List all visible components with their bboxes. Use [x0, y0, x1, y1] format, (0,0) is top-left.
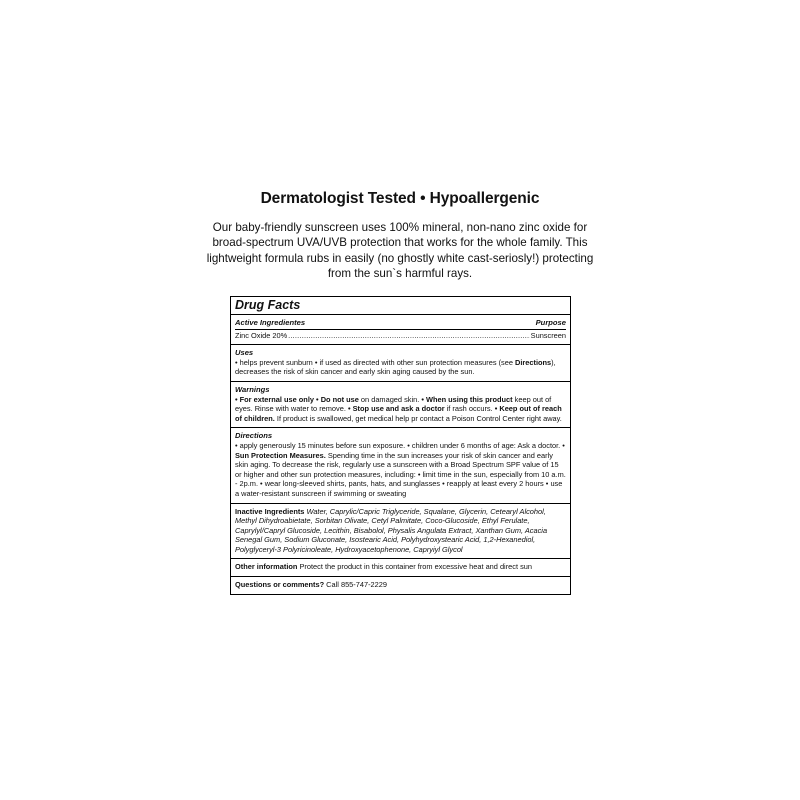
active-ingredients-heading: Active Ingredientes [235, 318, 306, 327]
warnings-text [235, 395, 566, 424]
active-ingredient: Zinc Oxide 20% [235, 330, 288, 340]
active-ingredients-section [231, 315, 570, 345]
directions-section [231, 428, 570, 503]
drug-facts-title: Drug Facts [231, 297, 570, 315]
directions-text-part: • apply generously 15 minutes before sun exposure. • children under 6 months of age: Ask a doctor. • [235, 440, 565, 450]
uses-bold-part: Directions [515, 357, 552, 367]
questions-phone: Call 855-747-2229 [324, 580, 387, 590]
warnings-text-part: if rash occurs. [444, 404, 495, 414]
warnings-bold-part: • When using this product [421, 394, 513, 404]
warnings-text-part: on damaged skin. [358, 394, 422, 404]
warnings-text-part: If product is swallowed, get medical help pr contact a Poison Control Center right away. [274, 413, 562, 423]
warnings-section [231, 382, 570, 428]
other-information-body: Protect the product in this container from excessive heat and direct sun [297, 562, 532, 572]
warnings-bold-part: • For external use only [235, 394, 314, 404]
uses-text-part: ), decreases the risk of skin cancer and early skin aging caused by the sun. [235, 357, 556, 377]
active-ingredient-row [235, 331, 566, 341]
warnings-bold-part: • Do not use [316, 394, 359, 404]
other-information-section [231, 559, 570, 577]
other-information-text [235, 562, 566, 572]
uses-text [235, 358, 566, 377]
active-purpose: Sunscreen [530, 330, 566, 340]
directions-text-part: Spending time in the sun increases your risk of skin cancer and early skin aging. To decrease the risk, regularly use a sunscreen with a Broad Spectrum SPF value of 15 or higher and other sun protection measures, including: • limit time in the sun, especially from 10 a.m. - 2p.m. • wear long-sleeved shirts, pants, hats, and sunglasses • reapply at least every 2 hours • use a water-resistant sunscreen if swimming or sweating [235, 450, 566, 498]
dot-leader [288, 331, 529, 341]
directions-bold-part: Sun Protection Measures. [235, 450, 326, 460]
questions-text [235, 580, 566, 590]
warnings-bold-part: • Keep out of reach of children. [235, 404, 562, 423]
intro-block [200, 190, 600, 281]
headline: Dermatologist Tested • Hypoallergenic [260, 190, 540, 207]
warnings-heading: Warnings [235, 384, 270, 394]
warnings-bold-part: • Stop use and ask a doctor [347, 404, 445, 414]
uses-text-part: • helps prevent sunburn • if used as directed with other sun protection measures (see [235, 357, 516, 367]
inactive-ingredients-text [235, 507, 566, 555]
warnings-text-part: keep out of eyes. Rinse with water to remove. [235, 394, 552, 414]
other-information-heading: Other information [235, 562, 298, 572]
product-description: Our baby-friendly sunscreen uses 100% mineral, non-nano zinc oxide for broad-spectrum UVA/UVB protection that works for the whole family. This lightweight formula rubs in easily (no ghostly white cast-seriosly!) protecting from the sun`s harmful rays. [206, 221, 594, 280]
inactive-ingredients-list: Water, Caprylic/Capric Triglyceride, Squalane, Glycerin, Cetearyl Alcohol, Methyl Dihydroabietate, Sorbitan Olivate, Cetyl Palmitate, Coco-Glucoside, Ethyl Ferulate, Caprylyl/Capryl Glucoside, Lecithin, Bisabolol, Physalis Angulata Extract, Xanthan Gum, Acacia Senegal Gum, Sodium Gluconate, Isostearic Acid, Polyhydroxystearic Acid, 1,2-Hexanediol, Polyglyceryl-3 Polyricinoleate, Hydroxyacetophenone, Capryiyl Glycol [235, 506, 548, 554]
directions-heading: Directions [235, 431, 273, 441]
questions-section [231, 577, 570, 594]
directions-text [235, 441, 566, 499]
inactive-ingredients-section [231, 504, 570, 560]
purpose-heading: Purpose [535, 318, 566, 327]
divider [235, 329, 566, 330]
drug-facts-panel [230, 296, 571, 595]
questions-heading: Questions or comments? [235, 580, 325, 590]
inactive-ingredients-heading: Inactive Ingredients [235, 506, 305, 516]
uses-section [231, 345, 570, 382]
uses-heading: Uses [235, 348, 254, 358]
